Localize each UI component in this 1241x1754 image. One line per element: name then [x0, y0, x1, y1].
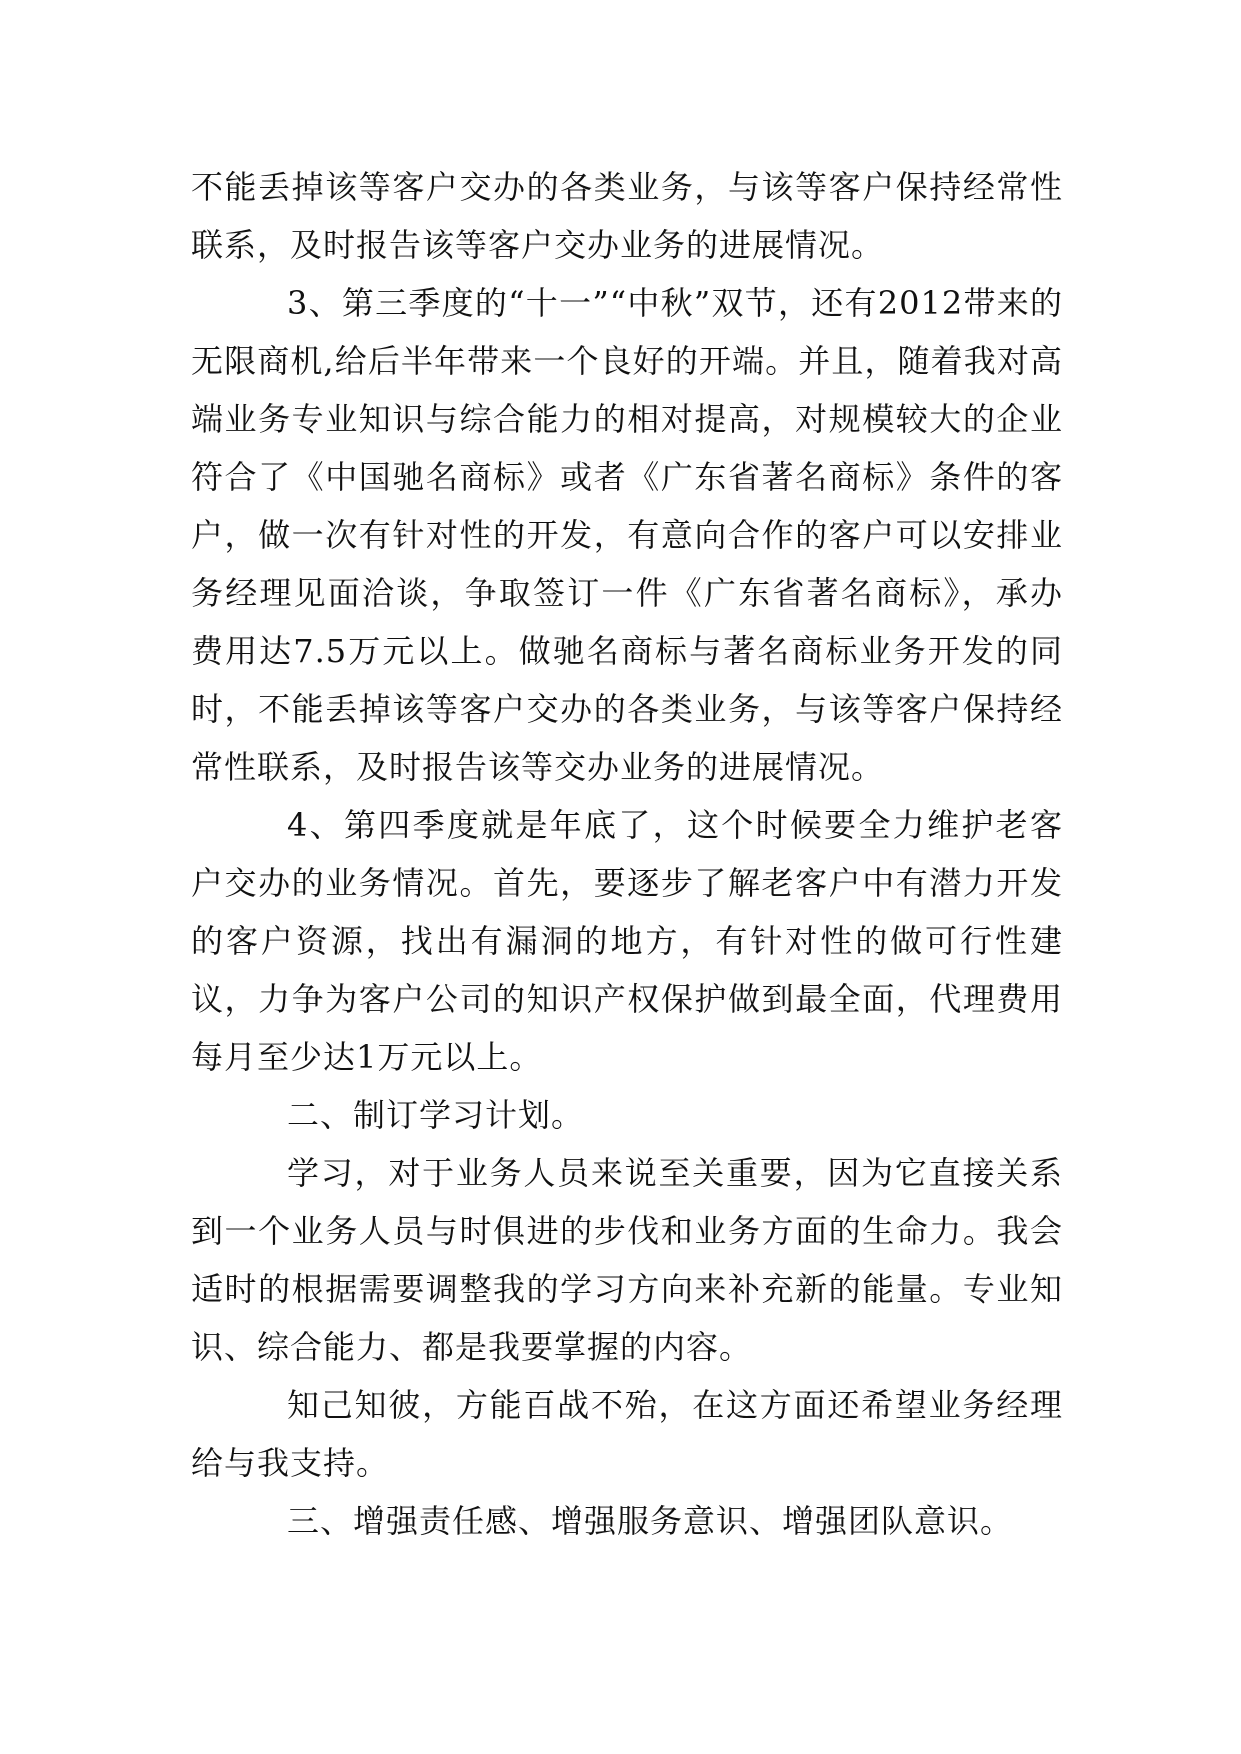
paragraph-study: 学习，对于业务人员来说至关重要，因为它直接关系到一个业务人员与时俱进的步伐和业务方面的生命力。我会适时的根据需要调整我的学习方向来补充新的能量。专业知识、综合能力、都是我要掌握的内容。 [191, 1154, 1063, 1366]
paragraph-q3-plan: 3、第三季度的“十一”“中秋”双节，还有2012带来的无限商机,给后半年带来一个良好的开端。并且，随着我对高端业务专业知识与综合能力的相对提高，对规模较大的企业符合了《中国驰名商标》或者《广东省著名商标》条件的客户，做一次有针对性的开发，有意向合作的客户可以安排业务经理见面洽谈，争取签订一件《广东省著名商标》，承办费用达7.5万元以上。做驰名商标与著名商标业务开发的同时，不能丢掉该等客户交办的各类业务，与该等客户保持经常性联系，及时报告该等交办业务的进展情况。 [191, 284, 1063, 786]
section-heading-responsibility: 三、增强责任感、增强服务意识、增强团队意识。 [287, 1502, 1014, 1540]
section-heading-study-plan: 二、制订学习计划。 [287, 1096, 585, 1134]
paragraph-q4-plan: 4、第四季度就是年底了，这个时候要全力维护老客户交办的业务情况。首先，要逐步了解老客户中有潜力开发的客户资源，找出有漏洞的地方，有针对性的做可行性建议，力争为客户公司的知识产权保护做到最全面，代理费用每月至少达1万元以上。 [191, 806, 1063, 1076]
paragraph-know-yourself: 知己知彼，方能百战不殆，在这方面还希望业务经理给与我支持。 [191, 1386, 1063, 1482]
paragraph-continuation: 不能丢掉该等客户交办的各类业务，与该等客户保持经常性联系，及时报告该等客户交办业务的进展情况。 [191, 168, 1063, 264]
document-body [191, 158, 1063, 1550]
